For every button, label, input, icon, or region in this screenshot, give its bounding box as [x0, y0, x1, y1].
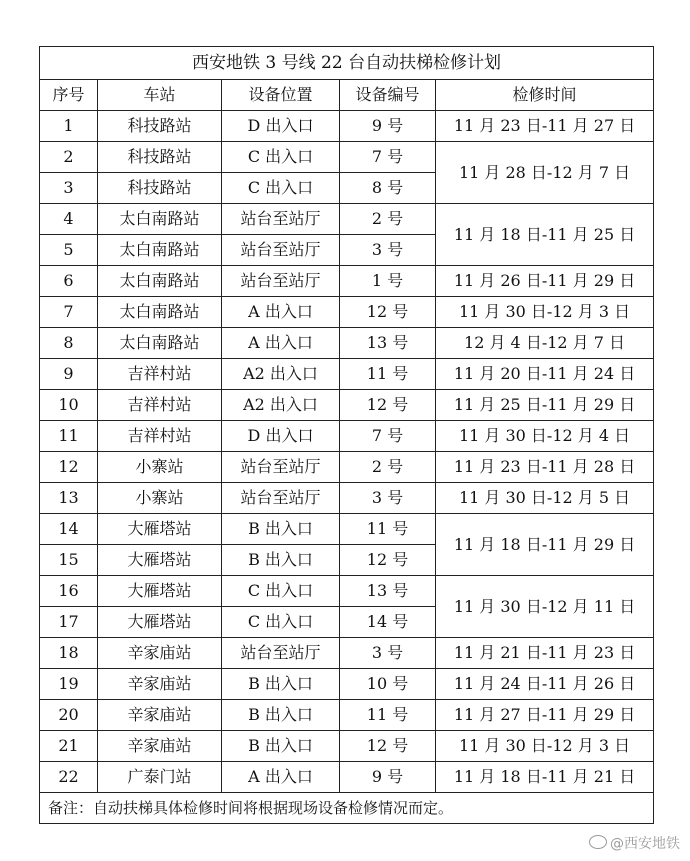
cell-location: C 出入口	[222, 142, 340, 173]
cell-station: 辛家庙站	[98, 638, 222, 669]
cell-time: 11 月 24 日-11 月 26 日	[436, 669, 654, 700]
cell-station: 广泰门站	[98, 762, 222, 793]
cell-location: B 出入口	[222, 514, 340, 545]
table-row	[40, 731, 654, 762]
cell-location: A 出入口	[222, 762, 340, 793]
cell-no: 10	[40, 390, 98, 421]
header-location: 设备位置	[222, 80, 340, 111]
cell-code: 11 号	[340, 359, 436, 390]
cell-code: 2 号	[340, 452, 436, 483]
cell-station: 太白南路站	[98, 328, 222, 359]
title-row	[40, 47, 654, 80]
cell-location: A 出入口	[222, 297, 340, 328]
cell-time: 11 月 23 日-11 月 28 日	[436, 452, 654, 483]
table-row	[40, 266, 654, 297]
table-row	[40, 328, 654, 359]
cell-code: 9 号	[340, 762, 436, 793]
table-row	[40, 762, 654, 793]
table-row	[40, 359, 654, 390]
cell-location: 站台至站厅	[222, 638, 340, 669]
cell-no: 22	[40, 762, 98, 793]
table-row	[40, 638, 654, 669]
cell-time: 11 月 28 日-12 月 7 日	[436, 142, 654, 204]
cell-location: D 出入口	[222, 421, 340, 452]
cell-location: 站台至站厅	[222, 483, 340, 514]
cell-code: 2 号	[340, 204, 436, 235]
cell-time: 11 月 30 日-12 月 3 日	[436, 297, 654, 328]
cell-no: 16	[40, 576, 98, 607]
header-time: 检修时间	[436, 80, 654, 111]
cell-code: 7 号	[340, 142, 436, 173]
cell-location: D 出入口	[222, 111, 340, 142]
cell-code: 13 号	[340, 328, 436, 359]
cell-station: 太白南路站	[98, 204, 222, 235]
header-station: 车站	[98, 80, 222, 111]
cell-time: 11 月 20 日-11 月 24 日	[436, 359, 654, 390]
cell-no: 21	[40, 731, 98, 762]
cell-station: 太白南路站	[98, 266, 222, 297]
cell-code: 1 号	[340, 266, 436, 297]
table-row	[40, 111, 654, 142]
cell-station: 吉祥村站	[98, 359, 222, 390]
cell-location: A2 出入口	[222, 359, 340, 390]
cell-station: 大雁塔站	[98, 576, 222, 607]
cell-time: 11 月 21 日-11 月 23 日	[436, 638, 654, 669]
cell-station: 辛家庙站	[98, 731, 222, 762]
cell-time: 12 月 4 日-12 月 7 日	[436, 328, 654, 359]
cell-time: 11 月 30 日-12 月 11 日	[436, 576, 654, 638]
cell-station: 太白南路站	[98, 235, 222, 266]
cell-station: 小寨站	[98, 483, 222, 514]
cell-location: A 出入口	[222, 328, 340, 359]
cell-location: B 出入口	[222, 731, 340, 762]
cell-time: 11 月 30 日-12 月 5 日	[436, 483, 654, 514]
cell-code: 8 号	[340, 173, 436, 204]
cell-time: 11 月 27 日-11 月 29 日	[436, 700, 654, 731]
table-title: 西安地铁 3 号线 22 台自动扶梯检修计划	[40, 47, 654, 80]
cell-location: 站台至站厅	[222, 235, 340, 266]
cell-no: 17	[40, 607, 98, 638]
header-no: 序号	[40, 80, 98, 111]
table-row	[40, 669, 654, 700]
maintenance-table	[39, 46, 654, 824]
cell-no: 2	[40, 142, 98, 173]
cell-code: 13 号	[340, 576, 436, 607]
cell-code: 11 号	[340, 700, 436, 731]
cell-code: 12 号	[340, 297, 436, 328]
cell-no: 19	[40, 669, 98, 700]
cell-location: 站台至站厅	[222, 266, 340, 297]
cell-no: 5	[40, 235, 98, 266]
cell-time: 11 月 18 日-11 月 29 日	[436, 514, 654, 576]
cell-code: 12 号	[340, 731, 436, 762]
table-row	[40, 390, 654, 421]
cell-location: C 出入口	[222, 607, 340, 638]
cell-code: 7 号	[340, 421, 436, 452]
cell-code: 12 号	[340, 545, 436, 576]
cell-no: 9	[40, 359, 98, 390]
cell-no: 15	[40, 545, 98, 576]
cell-time: 11 月 18 日-11 月 25 日	[436, 204, 654, 266]
cell-no: 8	[40, 328, 98, 359]
cell-location: B 出入口	[222, 545, 340, 576]
cell-station: 大雁塔站	[98, 607, 222, 638]
cell-time: 11 月 25 日-11 月 29 日	[436, 390, 654, 421]
cell-station: 辛家庙站	[98, 700, 222, 731]
cell-station: 辛家庙站	[98, 669, 222, 700]
cell-time: 11 月 30 日-12 月 3 日	[436, 731, 654, 762]
cell-location: B 出入口	[222, 669, 340, 700]
cell-station: 吉祥村站	[98, 421, 222, 452]
cell-no: 6	[40, 266, 98, 297]
cell-no: 4	[40, 204, 98, 235]
note-row	[40, 793, 654, 824]
header-row	[40, 80, 654, 111]
table-row	[40, 421, 654, 452]
watermark	[589, 833, 680, 853]
cell-time: 11 月 30 日-12 月 4 日	[436, 421, 654, 452]
cell-code: 10 号	[340, 669, 436, 700]
cell-code: 3 号	[340, 483, 436, 514]
cell-code: 12 号	[340, 390, 436, 421]
cell-station: 小寨站	[98, 452, 222, 483]
cell-no: 14	[40, 514, 98, 545]
cell-no: 1	[40, 111, 98, 142]
table-row	[40, 483, 654, 514]
cell-station: 大雁塔站	[98, 514, 222, 545]
cell-time: 11 月 18 日-11 月 21 日	[436, 762, 654, 793]
table-row	[40, 297, 654, 328]
table-row	[40, 576, 654, 607]
cell-no: 7	[40, 297, 98, 328]
cell-code: 9 号	[340, 111, 436, 142]
cell-no: 13	[40, 483, 98, 514]
cell-location: B 出入口	[222, 700, 340, 731]
cell-code: 14 号	[340, 607, 436, 638]
cell-station: 科技路站	[98, 173, 222, 204]
cell-no: 11	[40, 421, 98, 452]
watermark-text: @西安地铁	[610, 836, 680, 852]
cell-station: 科技路站	[98, 111, 222, 142]
weibo-icon	[589, 835, 607, 849]
header-code: 设备编号	[340, 80, 436, 111]
cell-no: 12	[40, 452, 98, 483]
cell-no: 20	[40, 700, 98, 731]
table-row	[40, 514, 654, 545]
cell-station: 科技路站	[98, 142, 222, 173]
table-row	[40, 700, 654, 731]
cell-location: C 出入口	[222, 576, 340, 607]
cell-location: 站台至站厅	[222, 204, 340, 235]
cell-time: 11 月 26 日-11 月 29 日	[436, 266, 654, 297]
cell-location: A2 出入口	[222, 390, 340, 421]
table-note: 备注：自动扶梯具体检修时间将根据现场设备检修情况而定。	[40, 793, 654, 824]
cell-code: 11 号	[340, 514, 436, 545]
cell-station: 大雁塔站	[98, 545, 222, 576]
cell-station: 吉祥村站	[98, 390, 222, 421]
cell-location: 站台至站厅	[222, 452, 340, 483]
cell-code: 3 号	[340, 638, 436, 669]
table-row	[40, 142, 654, 173]
cell-no: 3	[40, 173, 98, 204]
cell-code: 3 号	[340, 235, 436, 266]
cell-station: 太白南路站	[98, 297, 222, 328]
table-row	[40, 452, 654, 483]
cell-no: 18	[40, 638, 98, 669]
cell-time: 11 月 23 日-11 月 27 日	[436, 111, 654, 142]
cell-location: C 出入口	[222, 173, 340, 204]
table-row	[40, 204, 654, 235]
